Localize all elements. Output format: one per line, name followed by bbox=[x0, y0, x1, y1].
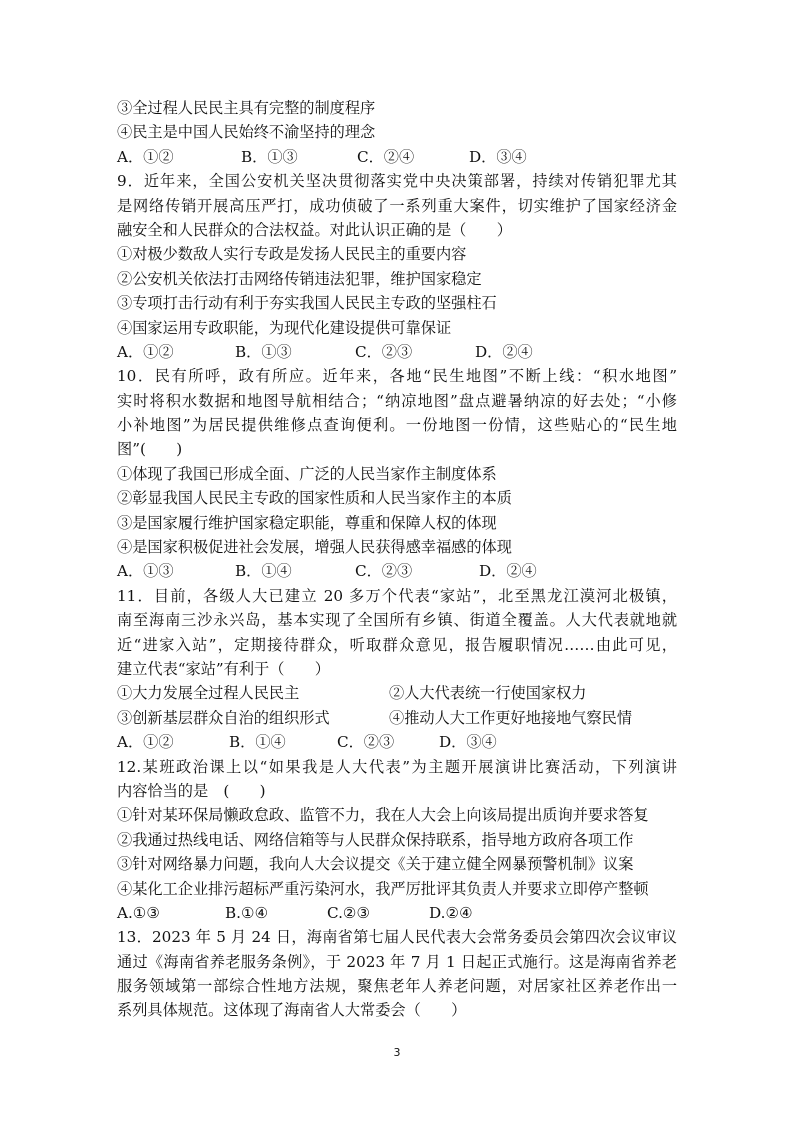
q9-choice-a: A．①② bbox=[117, 342, 174, 361]
q11-choice-c: C．②③ bbox=[337, 733, 395, 752]
q12-option-4: ④某化工企业排污超标严重污染河水，我严厉批评其负责人并要求立即停产整顿 bbox=[117, 879, 649, 898]
q9-choice-b: B．①③ bbox=[235, 342, 292, 361]
q11-choice-a: A．①② bbox=[117, 733, 174, 752]
q8-choices bbox=[117, 145, 677, 169]
q11-stem-line: 建立代表“家站”有利于（ ） bbox=[117, 659, 330, 678]
q8-choice-a: A．①② bbox=[117, 147, 174, 166]
q9-option-2: ②公安机关依法打击网络传销违法犯罪，维护国家稳定 bbox=[117, 269, 482, 288]
q10-choice-c: C．②③ bbox=[355, 562, 413, 581]
q11-option-3: ③创新基层群众自治的组织形式 bbox=[117, 708, 330, 727]
q8-option-4: ④民主是中国人民始终不渝坚持的理念 bbox=[117, 123, 376, 142]
q8-choice-b: B．①③ bbox=[241, 147, 298, 166]
q11-options-row bbox=[117, 681, 677, 705]
q10-stem-line: 小补地图”为居民提供维修点查询便利。一份地图一份情，这些贴心的“民生地 bbox=[117, 416, 677, 435]
q11-stem-line: 南至海南三沙永兴岛，基本实现了全国所有乡镇、街道全覆盖。人大代表就地就 bbox=[117, 611, 677, 630]
q11-choice-b: B．①④ bbox=[229, 733, 286, 752]
q11-option-1: ①大力发展全过程人民民主 bbox=[117, 684, 300, 703]
q12-option-1: ①针对某环保局懒政怠政、监管不力，我在人大会上向该局提出质询并要求答复 bbox=[117, 806, 649, 825]
q10-stem-line: 10．民有所呼，政有所应。近年来，各地“民生地图”不断上线：“积水地图” bbox=[117, 367, 677, 386]
q12-choices bbox=[117, 901, 677, 925]
q12-option-2: ②我通过热线电话、网络信箱等与人民群众保持联系，指导地方政府各项工作 bbox=[117, 830, 634, 849]
q11-options-row bbox=[117, 706, 677, 730]
q10-choice-d: D．②④ bbox=[479, 562, 537, 581]
q10-option-1: ①体现了我国已形成全面、广泛的人民当家作主制度体系 bbox=[117, 464, 497, 483]
q9-option-1: ①对极少数敌人实行专政是发扬人民民主的重要内容 bbox=[117, 245, 467, 264]
q12-stem-line: 内容恰当的是 ( ) bbox=[117, 781, 266, 800]
q11-option-4: ④推动人大工作更好地接地气察民情 bbox=[389, 708, 632, 727]
q10-choices bbox=[117, 559, 677, 583]
q8-choice-c: C．②④ bbox=[357, 147, 415, 166]
q11-option-2: ②人大代表统一行使国家权力 bbox=[389, 684, 587, 703]
q9-stem-line: 是网络传销开展高压严打，成功侦破了一系列重大案件，切实维护了国家经济金 bbox=[117, 196, 677, 215]
q13-stem-line: 通过《海南省养老服务条例》，于 2023 年 7 月 1 日起正式施行。这是海南省养老 bbox=[117, 952, 677, 971]
q10-stem-line: 实时将积水数据和地图导航相结合；“纳凉地图”盘点避暑纳凉的好去处；“小修 bbox=[117, 391, 677, 410]
q9-option-4: ④国家运用专政职能，为现代化建设提供可靠保证 bbox=[117, 318, 452, 337]
q12-stem-line: 12.某班政治课上以“如果我是人大代表”为主题开展演讲比赛活动，下列演讲 bbox=[117, 757, 677, 776]
q9-choice-c: C．②③ bbox=[355, 342, 413, 361]
q12-choice-d: D.②④ bbox=[429, 903, 473, 922]
q8-option-3: ③全过程人民民主具有完整的制度程序 bbox=[117, 99, 376, 117]
q8-choice-d: D．③④ bbox=[469, 147, 527, 166]
q12-option-3: ③针对网络暴力问题，我向人大会议提交《关于建立健全网暴预警机制》议案 bbox=[117, 855, 634, 874]
q11-choices bbox=[117, 730, 677, 754]
q10-option-4: ④是国家积极促进社会发展，增强人民获得感幸福感的体现 bbox=[117, 538, 512, 557]
q12-choice-a: A.①③ bbox=[117, 903, 161, 922]
q13-stem-line: 13．2023 年 5 月 24 日，海南省第七届人民代表大会常务委员会第四次会议审议 bbox=[117, 928, 677, 947]
q9-choices bbox=[117, 340, 677, 364]
q10-choice-b: B．①④ bbox=[235, 562, 292, 581]
page-number: 3 bbox=[393, 1046, 401, 1059]
q9-choice-d: D．②④ bbox=[475, 342, 533, 361]
q12-choice-c: C.②③ bbox=[327, 903, 371, 922]
q10-option-2: ②彰显我国人民民主专政的国家性质和人民当家作主的本质 bbox=[117, 489, 512, 508]
q11-choice-d: D．③④ bbox=[439, 733, 497, 752]
q10-option-3: ③是国家履行维护国家稳定职能，尊重和保障人权的体现 bbox=[117, 513, 497, 532]
q9-option-3: ③专项打击行动有利于夯实我国人民民主专政的坚强柱石 bbox=[117, 294, 497, 313]
q9-stem-line: 融安全和人民群众的合法权益。对此认识正确的是（ ） bbox=[117, 220, 512, 239]
q13-stem-line: 系列具体规范。这体现了海南省人大常委会（ ） bbox=[117, 1001, 467, 1020]
q11-stem-line: 11．目前，各级人大已建立 20 多万个代表“家站”，北至黑龙江漠河北极镇， bbox=[117, 586, 677, 605]
page-content bbox=[117, 96, 677, 1023]
q13-stem-line: 服务领域第一部综合性地方法规，聚焦老年人养老问题，对居家社区养老作出一 bbox=[117, 977, 677, 996]
q10-stem-line: 图”( ) bbox=[117, 440, 183, 459]
q12-choice-b: B.①④ bbox=[225, 903, 269, 922]
q10-choice-a: A．①③ bbox=[117, 562, 174, 581]
q9-stem-line: 9．近年来，全国公安机关坚决贯彻落实党中央决策部署，持续对传销犯罪尤其 bbox=[117, 172, 677, 191]
q11-stem-line: 近“进家入站”，定期接待群众，听取群众意见，报告履职情况……由此可见， bbox=[117, 635, 677, 654]
